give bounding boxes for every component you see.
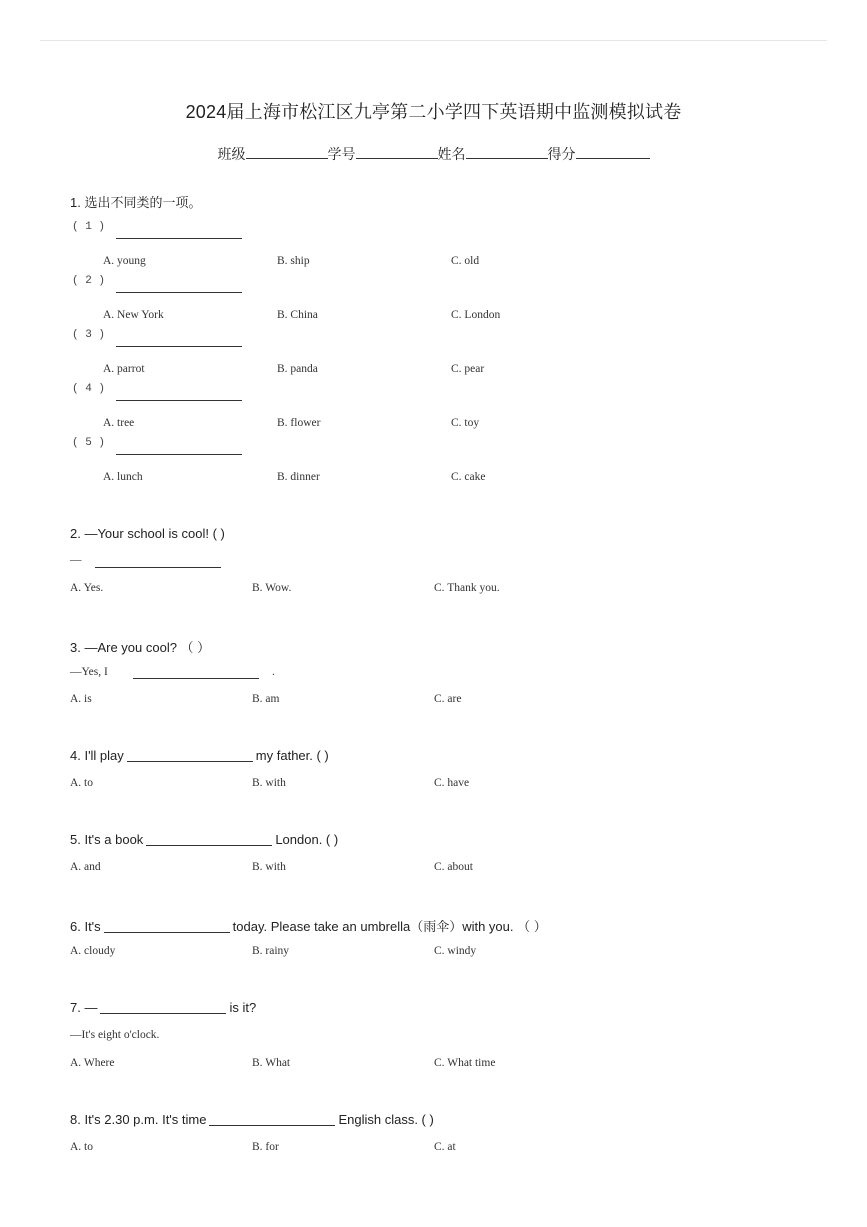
q6-answer-blank[interactable] bbox=[104, 919, 230, 933]
q2-prompt: 2. —Your school is cool! ( ) bbox=[70, 526, 225, 541]
option-b: B. am bbox=[252, 693, 280, 705]
q8-prefix: 8. It's 2.30 p.m. It's time bbox=[70, 1112, 207, 1127]
option-b: B. What bbox=[252, 1057, 291, 1069]
q3-reply-suffix: . bbox=[272, 666, 275, 678]
option-a: A. lunch bbox=[103, 471, 143, 483]
class-blank[interactable] bbox=[246, 146, 328, 159]
q5-prefix: 5. It's a book bbox=[70, 832, 144, 847]
q4-prompt bbox=[70, 748, 329, 763]
option-a: A. is bbox=[70, 693, 92, 705]
name-label: 姓名 bbox=[437, 146, 466, 162]
id-blank[interactable] bbox=[356, 146, 438, 159]
option-c: C. pear bbox=[451, 363, 485, 375]
q2-reply-prefix: — bbox=[70, 554, 82, 566]
q3-answer-blank[interactable] bbox=[133, 678, 259, 679]
q7-reply: —It's eight o'clock. bbox=[70, 1029, 160, 1041]
option-b: B. with bbox=[252, 861, 286, 873]
option-c: C. What time bbox=[434, 1057, 496, 1069]
option-b: B. with bbox=[252, 777, 286, 789]
option-c: C. at bbox=[434, 1141, 456, 1153]
option-a: A. parrot bbox=[103, 363, 145, 375]
q1-answer-blank[interactable] bbox=[116, 400, 242, 401]
q7-prompt bbox=[70, 1000, 256, 1015]
q6-prompt bbox=[70, 916, 547, 935]
q7-suffix: is it? bbox=[229, 1000, 257, 1015]
q1-item-num: ( 1 ) bbox=[72, 221, 106, 233]
q2-answer-blank[interactable] bbox=[95, 567, 221, 568]
option-b: B. Wow. bbox=[252, 582, 292, 594]
option-c: C. London bbox=[451, 309, 501, 321]
q4-answer-blank[interactable] bbox=[127, 748, 253, 762]
q3-prompt: 3. —Are you cool? （ ） bbox=[70, 640, 211, 655]
option-a: A. young bbox=[103, 255, 146, 267]
option-a: A. to bbox=[70, 1141, 93, 1153]
option-a: A. to bbox=[70, 777, 93, 789]
option-c: C. Thank you. bbox=[434, 582, 500, 594]
option-b: B. panda bbox=[277, 363, 318, 375]
q1-prompt: 1. 选出不同类的一项。 bbox=[70, 195, 202, 210]
q3-reply-prefix: —Yes, I bbox=[70, 666, 108, 678]
option-a: A. cloudy bbox=[70, 945, 116, 957]
option-c: C. have bbox=[434, 777, 470, 789]
score-label: 得分 bbox=[547, 146, 576, 162]
option-c: C. about bbox=[434, 861, 473, 873]
page-title: 2024届上海市松江区九亭第二小学四下英语期中监测模拟试卷 bbox=[185, 102, 682, 122]
q7-answer-blank[interactable] bbox=[100, 1000, 226, 1014]
option-c: C. cake bbox=[451, 471, 486, 483]
option-a: A. tree bbox=[103, 417, 135, 429]
q1-item-num: ( 5 ) bbox=[72, 437, 106, 449]
name-blank[interactable] bbox=[466, 146, 548, 159]
q1-item-num: ( 3 ) bbox=[72, 329, 106, 341]
q1-item-num: ( 2 ) bbox=[72, 275, 106, 287]
option-b: B. for bbox=[252, 1141, 279, 1153]
q8-suffix: English class. ( ) bbox=[338, 1112, 434, 1127]
q1-answer-blank[interactable] bbox=[116, 346, 242, 347]
score-blank[interactable] bbox=[576, 146, 650, 159]
option-a: A. Yes. bbox=[70, 582, 104, 594]
q6-prefix: 6. It's bbox=[70, 919, 101, 934]
q5-answer-blank[interactable] bbox=[146, 832, 272, 846]
option-c: C. are bbox=[434, 693, 462, 705]
option-b: B. dinner bbox=[277, 471, 320, 483]
option-c: C. old bbox=[451, 255, 480, 267]
q6-suffix: today. Please take an umbrella（雨伞）with you. （ ） bbox=[232, 919, 547, 934]
option-b: B. flower bbox=[277, 417, 321, 429]
class-label: 班级 bbox=[217, 146, 246, 162]
option-b: B. rainy bbox=[252, 945, 290, 957]
option-c: C. windy bbox=[434, 945, 477, 957]
option-c: C. toy bbox=[451, 417, 480, 429]
option-a: A. New York bbox=[103, 309, 164, 321]
q5-suffix: London. ( ) bbox=[275, 832, 339, 847]
option-b: B. ship bbox=[277, 255, 310, 267]
q1-answer-blank[interactable] bbox=[116, 292, 242, 293]
q8-prompt bbox=[70, 1112, 434, 1127]
option-a: A. and bbox=[70, 861, 101, 873]
q1-item-num: ( 4 ) bbox=[72, 383, 106, 395]
student-info-line bbox=[0, 144, 867, 164]
q5-prompt bbox=[70, 832, 338, 847]
option-b: B. China bbox=[277, 309, 318, 321]
q8-answer-blank[interactable] bbox=[209, 1112, 335, 1126]
q7-prefix: 7. — bbox=[70, 1000, 98, 1015]
top-rule bbox=[40, 40, 827, 41]
q1-answer-blank[interactable] bbox=[116, 238, 242, 239]
option-a: A. Where bbox=[70, 1057, 115, 1069]
id-label: 学号 bbox=[327, 146, 356, 162]
q1-answer-blank[interactable] bbox=[116, 454, 242, 455]
q4-prefix: 4. I'll play bbox=[70, 748, 124, 763]
q4-suffix: my father. ( ) bbox=[255, 748, 329, 763]
